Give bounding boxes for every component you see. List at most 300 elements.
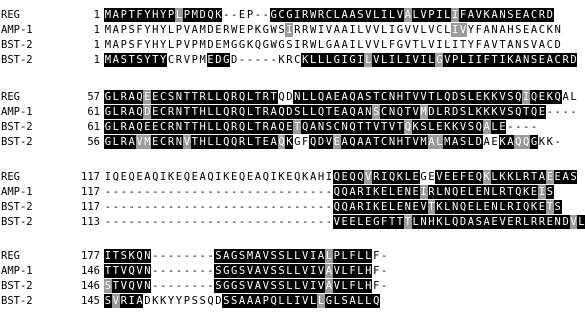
residue: L <box>444 39 451 51</box>
sequence-name: BST-2 <box>1 39 33 51</box>
residue: N <box>388 106 396 118</box>
residue: L <box>341 265 348 277</box>
residue: V <box>428 24 435 36</box>
residue: E <box>467 171 475 183</box>
residue: S <box>136 54 143 66</box>
residue: K <box>436 201 443 213</box>
residue: E <box>380 201 388 213</box>
residue: S <box>270 265 277 277</box>
residue: V <box>120 280 127 292</box>
residue: Q <box>451 216 459 228</box>
residue: - <box>302 216 309 228</box>
residue: - <box>546 106 553 118</box>
start-position: 1 <box>93 54 100 66</box>
residue: T <box>183 121 191 133</box>
residue: - <box>254 54 262 66</box>
residue: K <box>396 171 404 183</box>
residue: R <box>167 136 175 148</box>
residue: G <box>104 106 112 118</box>
start-position: 177 <box>81 250 100 262</box>
residue: R <box>302 39 309 51</box>
residue: A <box>270 136 277 148</box>
residue: N <box>404 186 411 198</box>
residue: E <box>538 106 546 118</box>
residue: N <box>522 54 530 66</box>
residue: T <box>191 121 198 133</box>
residue: A <box>349 295 356 307</box>
residue: V <box>262 250 269 262</box>
residue: - <box>199 280 206 292</box>
residue: V <box>420 9 427 21</box>
residue: D <box>144 295 151 307</box>
residue: D <box>199 9 206 21</box>
residue: L <box>357 216 364 228</box>
residue: G <box>270 9 277 21</box>
residue: K <box>546 136 553 148</box>
residue: K <box>278 171 285 183</box>
residue: - <box>270 54 277 66</box>
residue: M <box>420 136 427 148</box>
residue: P <box>175 39 183 51</box>
residue: L <box>444 201 451 213</box>
sequence-residues <box>104 249 388 263</box>
residue: R <box>444 106 451 118</box>
residue: L <box>491 121 498 133</box>
residue: - <box>104 201 112 213</box>
residue: S <box>373 106 380 118</box>
residue: T <box>294 121 301 133</box>
residue: N <box>144 250 151 262</box>
residue: L <box>467 136 475 148</box>
residue: Y <box>467 24 475 36</box>
residue: E <box>333 136 340 148</box>
residue: G <box>278 39 285 51</box>
residue: - <box>254 201 262 213</box>
residue: V <box>302 295 309 307</box>
residue: G <box>333 54 340 66</box>
residue: L <box>317 39 325 51</box>
residue: - <box>207 186 214 198</box>
residue: E <box>412 186 419 198</box>
residue: A <box>128 121 135 133</box>
residue: L <box>436 186 443 198</box>
residue: - <box>515 121 522 133</box>
residue: A <box>191 24 198 36</box>
residue: Q <box>223 106 230 118</box>
residue: N <box>317 121 325 133</box>
residue: - <box>325 201 333 213</box>
residue: K <box>546 91 553 103</box>
residue: - <box>128 186 135 198</box>
residue: S <box>128 24 135 36</box>
residue: N <box>175 106 183 118</box>
residue: - <box>238 201 246 213</box>
start-position: 117 <box>81 201 100 213</box>
residue: A <box>325 91 333 103</box>
residue: - <box>191 280 198 292</box>
residue: G <box>436 54 443 66</box>
residue: L <box>467 186 475 198</box>
residue: N <box>365 106 372 118</box>
residue: Q <box>136 91 143 103</box>
residue: A <box>309 171 317 183</box>
start-position: 113 <box>81 216 100 228</box>
residue: E <box>475 186 482 198</box>
residue: L <box>388 201 396 213</box>
start-position: 146 <box>81 265 100 277</box>
residue: - <box>262 201 269 213</box>
residue: N <box>294 91 301 103</box>
start-position: 56 <box>87 136 100 148</box>
residue: P <box>333 250 340 262</box>
residue: E <box>152 106 159 118</box>
residue: L <box>215 121 222 133</box>
residue: - <box>199 250 206 262</box>
residue: I <box>160 171 167 183</box>
residue: A <box>341 91 348 103</box>
residue: S <box>522 39 530 51</box>
residue: G <box>223 265 230 277</box>
residue: Q <box>128 280 135 292</box>
residue: T <box>183 106 191 118</box>
residue: V <box>136 265 143 277</box>
residue: A <box>341 106 348 118</box>
residue: N <box>144 265 151 277</box>
residue: H <box>199 106 206 118</box>
residue: A <box>128 136 135 148</box>
residue: F <box>349 250 356 262</box>
residue: A <box>333 24 340 36</box>
residue: Q <box>404 121 411 133</box>
sequence-residues <box>104 8 554 22</box>
residue: R <box>120 136 127 148</box>
residue: E <box>231 171 238 183</box>
residue: A <box>522 9 530 21</box>
residue: - <box>183 250 191 262</box>
sequence-residues <box>104 185 554 199</box>
residue: Y <box>144 39 151 51</box>
residue: V <box>373 24 380 36</box>
residue: R <box>238 136 246 148</box>
sequence-name: BST-2 <box>1 216 33 228</box>
residue: Q <box>262 171 269 183</box>
residue: V <box>333 216 340 228</box>
residue: L <box>365 295 372 307</box>
residue: - <box>120 216 127 228</box>
residue: L <box>357 250 364 262</box>
residue: L <box>380 54 388 66</box>
residue: A <box>538 39 546 51</box>
residue: S <box>459 136 467 148</box>
residue: E <box>215 39 222 51</box>
residue: E <box>546 216 553 228</box>
residue: S <box>475 216 482 228</box>
residue: H <box>317 171 325 183</box>
residue: M <box>199 54 206 66</box>
sequence-name: AMP-1 <box>1 265 33 277</box>
residue: H <box>428 216 435 228</box>
residue: E <box>349 216 356 228</box>
residue: S <box>238 265 246 277</box>
residue: V <box>459 121 467 133</box>
residue: Q <box>451 186 459 198</box>
residue: - <box>270 201 277 213</box>
residue: - <box>238 216 246 228</box>
residue: - <box>278 186 285 198</box>
residue: T <box>530 171 538 183</box>
residue: Q <box>317 91 325 103</box>
residue: - <box>152 201 159 213</box>
residue: L <box>286 280 293 292</box>
residue: A <box>515 54 522 66</box>
residue: A <box>562 171 569 183</box>
residue: R <box>223 24 230 36</box>
residue: Q <box>317 106 325 118</box>
residue: E <box>238 9 246 21</box>
residue: - <box>286 186 293 198</box>
residue: K <box>254 24 262 36</box>
residue: P <box>120 39 127 51</box>
residue: T <box>499 39 506 51</box>
residue: E <box>396 201 404 213</box>
residue: L <box>373 9 380 21</box>
residue: K <box>483 9 490 21</box>
sequence-residues <box>104 264 388 278</box>
residue: T <box>412 39 419 51</box>
residue: D <box>451 91 459 103</box>
residue: L <box>302 91 309 103</box>
residue: C <box>160 136 167 148</box>
residue: - <box>325 216 333 228</box>
residue: Q <box>112 171 119 183</box>
start-position: 57 <box>87 91 100 103</box>
residue: V <box>246 265 254 277</box>
residue: - <box>112 216 119 228</box>
residue: - <box>160 265 167 277</box>
residue: I <box>388 54 396 66</box>
residue: Y <box>144 24 151 36</box>
residue: - <box>554 136 561 148</box>
residue: E <box>467 201 475 213</box>
residue: T <box>373 91 380 103</box>
residue: C <box>160 121 167 133</box>
residue: - <box>136 216 143 228</box>
residue: L <box>436 91 443 103</box>
residue: Q <box>388 171 396 183</box>
residue: E <box>538 201 546 213</box>
residue: - <box>270 186 277 198</box>
residue: E <box>499 121 506 133</box>
residue: V <box>570 216 577 228</box>
residue: V <box>412 54 419 66</box>
residue: M <box>199 24 206 36</box>
residue: Q <box>333 186 340 198</box>
residue: - <box>309 201 317 213</box>
residue: I <box>451 24 459 36</box>
residue: E <box>262 136 269 148</box>
residue: M <box>104 9 112 21</box>
residue: Q <box>444 91 451 103</box>
residue: L <box>420 24 427 36</box>
residue: I <box>104 171 112 183</box>
residue: I <box>436 9 443 21</box>
residue: G <box>349 54 356 66</box>
residue: L <box>294 280 301 292</box>
residue: A <box>507 39 514 51</box>
residue: V <box>183 24 191 36</box>
residue: D <box>451 106 459 118</box>
residue: - <box>175 216 183 228</box>
residue: L <box>309 106 317 118</box>
residue: F <box>349 280 356 292</box>
residue: T <box>152 54 159 66</box>
residue: V <box>317 280 325 292</box>
residue: C <box>333 121 340 133</box>
residue: D <box>207 39 214 51</box>
residue: T <box>270 91 277 103</box>
residue: - <box>246 216 254 228</box>
residue: L <box>294 250 301 262</box>
residue: W <box>270 24 277 36</box>
residue: D <box>546 9 553 21</box>
residue: I <box>404 54 411 66</box>
residue: Y <box>144 9 151 21</box>
residue: - <box>254 216 262 228</box>
residue: L <box>309 54 317 66</box>
residue: Q <box>136 121 143 133</box>
residue: D <box>286 91 293 103</box>
residue: T <box>112 265 119 277</box>
start-position: 145 <box>81 295 100 307</box>
residue: I <box>515 201 522 213</box>
residue: P <box>120 24 127 36</box>
residue: - <box>144 216 151 228</box>
residue: S <box>507 91 514 103</box>
residue: L <box>341 250 348 262</box>
start-position: 1 <box>93 24 100 36</box>
start-position: 61 <box>87 121 100 133</box>
sequence-residues <box>104 105 577 119</box>
residue: R <box>120 121 127 133</box>
residue: I <box>341 54 348 66</box>
residue: S <box>365 91 372 103</box>
residue: I <box>538 186 546 198</box>
residue: E <box>451 171 459 183</box>
residue: R <box>120 91 127 103</box>
residue: - <box>183 280 191 292</box>
residue: G <box>223 280 230 292</box>
residue: Q <box>207 171 214 183</box>
residue: A <box>507 136 514 148</box>
sequence-name: BST-2 <box>1 54 33 66</box>
residue: L <box>578 216 585 228</box>
residue: P <box>246 9 254 21</box>
residue: R <box>357 186 364 198</box>
residue: A <box>333 39 340 51</box>
residue: R <box>538 9 546 21</box>
residue: L <box>420 39 427 51</box>
residue: L <box>444 216 451 228</box>
residue: Q <box>231 136 238 148</box>
residue: S <box>128 39 135 51</box>
residue: V <box>499 106 506 118</box>
residue: - <box>152 280 159 292</box>
residue: - <box>262 216 269 228</box>
residue: D <box>215 295 222 307</box>
residue: - <box>302 186 309 198</box>
residue: S <box>546 186 553 198</box>
residue: A <box>483 216 490 228</box>
residue: S <box>223 295 230 307</box>
residue: - <box>294 186 301 198</box>
residue: K <box>444 121 451 133</box>
residue: V <box>262 280 269 292</box>
residue: Q <box>515 186 522 198</box>
residue: Q <box>475 121 482 133</box>
residue: Q <box>152 171 159 183</box>
residue: K <box>538 136 546 148</box>
residue: S <box>120 54 127 66</box>
residue: V <box>475 9 482 21</box>
residue: V <box>444 54 451 66</box>
residue: Q <box>522 201 530 213</box>
residue: I <box>451 39 459 51</box>
residue: D <box>231 54 238 66</box>
residue: L <box>246 136 254 148</box>
residue: G <box>294 136 301 148</box>
residue: - <box>128 216 135 228</box>
residue: A <box>428 136 435 148</box>
residue: E <box>515 9 522 21</box>
residue: C <box>294 54 301 66</box>
residue: D <box>144 106 151 118</box>
residue: Q <box>207 295 214 307</box>
residue: L <box>404 171 411 183</box>
residue: R <box>231 106 238 118</box>
sequence-name: BST-2 <box>1 136 33 148</box>
residue: M <box>246 250 254 262</box>
residue: L <box>475 201 482 213</box>
start-position: 117 <box>81 171 100 183</box>
residue: V <box>373 121 380 133</box>
residue: V <box>262 265 269 277</box>
residue: K <box>491 91 498 103</box>
residue: R <box>515 216 522 228</box>
residue: E <box>365 216 372 228</box>
residue: A <box>357 106 364 118</box>
residue: A <box>349 186 356 198</box>
residue: P <box>175 24 183 36</box>
residue: R <box>530 216 538 228</box>
residue: L <box>428 54 435 66</box>
residue: - <box>207 216 214 228</box>
residue: D <box>215 54 222 66</box>
residue: R <box>167 121 175 133</box>
residue: - <box>380 265 388 277</box>
residue: V <box>420 91 427 103</box>
residue: S <box>278 265 285 277</box>
residue: S <box>199 295 206 307</box>
residue: S <box>570 171 577 183</box>
residue: S <box>554 201 561 213</box>
sequence-name: AMP-1 <box>1 106 33 118</box>
residue: E <box>428 171 435 183</box>
residue: - <box>262 186 269 198</box>
residue: M <box>444 136 451 148</box>
residue: C <box>160 106 167 118</box>
residue: L <box>365 54 372 66</box>
residue: N <box>483 186 490 198</box>
